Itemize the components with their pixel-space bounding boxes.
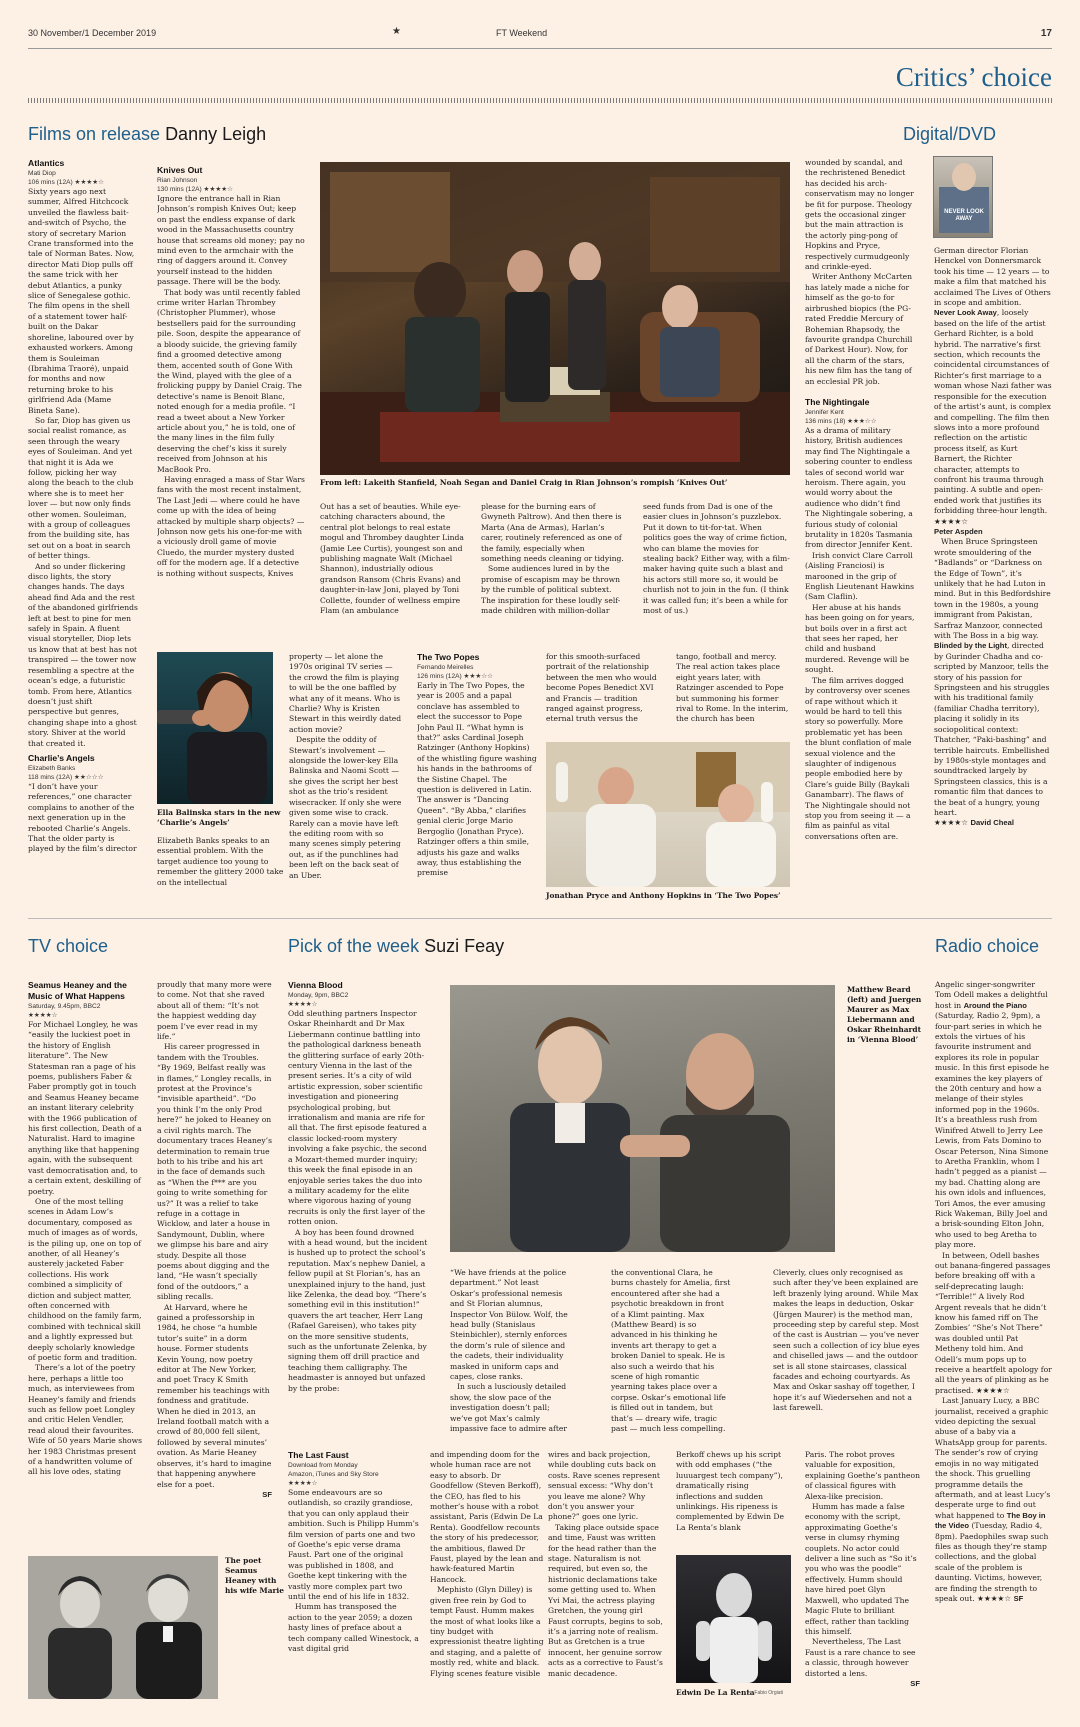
review-para: Berkoff chews up his script with odd emphases (“the luuuargest tech company”), dramatically rising inflections and sudden unlinkings. His ripeness is complemented by Edwin De La Renta’s blank bbox=[676, 1450, 784, 1532]
review-para: His career progressed in tandem with the Troubles. “By 1969, Belfast really was in flames,” Longley recalls, in protest at the Province’s “invisible apartheid”. “Do you think I’m the only Prod here?” he joked to Heaney on a civil rights march. The documentary traces Heaney’s determination to remain true both to his tribe and his art in the face of demands such as “When the f*** are you going to write something for us?” It was a relief to take refuge in a cottage in Wicklow, and later a house in Sandymount, Dublin, where we glimpse his bare and airy study. Despite all those poems about digging and the land, “He wasn’t specially fond of the outdoors,” a sibling recalls. bbox=[157, 1042, 272, 1302]
review-para: Some endeavours are so outlandish, so crazily grandiose, that you can only applaud their ambition. Such is Philipp Humm’s film version of parts one and two of Goethe’s epic verse drama Faust. Part one of the original was published in 1808, and Goethe kept tinkering with the vastly more complex part two until the end of his life in 1832. bbox=[288, 1488, 419, 1602]
dvd-cover-illustration bbox=[934, 157, 993, 238]
review-para: property — let alone the 1970s original TV series — the crowd the film is playing to will be the one baffled by what any of it means. Who is Charlie? Why is Kristen Stewart in this weirdly dated action movie? bbox=[289, 652, 402, 734]
vienna-blood-illustration bbox=[450, 985, 835, 1252]
review-para: tango, football and mercy. The real action takes place eight years later, with Ratzinger ascended to Pope but summoning his former rival to Rome. In the interim, the church has been bbox=[676, 652, 789, 724]
top-rule bbox=[28, 48, 1052, 49]
films-critic: Danny Leigh bbox=[165, 124, 267, 144]
knives-out-illustration bbox=[320, 162, 790, 475]
review-para: Irish convict Clare Carroll (Aisling Franciosi) is marooned in the grip of English Lieutenant Hawkins (Sam Claflin). bbox=[805, 550, 914, 602]
review-rating: ★★★★☆ bbox=[934, 818, 969, 828]
heaney-caption: The poet Seamus Heaney with his wife Marie bbox=[225, 1556, 284, 1595]
review-para: German director Florian Henckel von Donnersmarck took his time — 12 years — to make a film that matched his acclaimed The Lives of Others in scope and ambition. bbox=[934, 246, 1051, 308]
edwin-caption: Edwin De La Renta bbox=[676, 1688, 755, 1697]
review-signature: SF bbox=[262, 1489, 272, 1499]
review-para: A boy has been found drowned with a head wound, but the incident is hushed up to protect the school’s reputation. Max’s nephew Daniel, a fellow pupil at St Florian’s, has an unexplained injury to the hand, just like Zelenka, the dead boy. “There’s something evil in this institution!” quavers the art teacher, Herr Lang (Rafael Gareisen), who takes pity on the more sensitive students, such as the unfortunate Zelenka, by signing them off drill practice and teaching them calligraphy. The headmaster is annoyed but unfazed by the probe: bbox=[288, 1227, 428, 1393]
knives-out-cont-3 bbox=[643, 502, 790, 627]
knives-out-caption: From left: Lakeith Stanfield, Noah Segan and Daniel Craig in Rian Johnson’s rompish ‘Knives Out’ bbox=[320, 478, 728, 487]
films-heading-label: Films on release bbox=[28, 124, 161, 144]
review-title-inline: The Boy in the Video bbox=[935, 1510, 1046, 1531]
radio-column bbox=[935, 980, 1052, 1702]
review-para: Ignore the entrance hall in Rian Johnson’s rompish Knives Out; keep on past the endless expanse of dark wood in the Massachusetts country house that screams old money; pay no mind even to the armchair with the ring of daggers around it. Convey yourself instead to the hidden passage. There will be the body. bbox=[157, 194, 305, 287]
two-popes-illustration bbox=[546, 742, 790, 887]
review-title: Knives Out bbox=[157, 165, 203, 175]
review-para: That body was until recently fabled crime writer Harlan Thrombey (Christopher Plummer), whose bestsellers paid for the surrounding pile. Soon, despite the appearance of a bloody suicide, the grieving family find a groomed detective among them, accented south of Gone With the Wind, played with the glee of a frolicking puppy by Daniel Craig. The detective’s name is Benoit Blanc, noted enough for a media profile. “I read a tweet about a New Yorker article about you,” he is told, one of the many lines in the film fully deserving the chef’s kiss it surely received from Johnson at his MacBook Pro. bbox=[157, 287, 302, 474]
tv-heading: TV choice bbox=[28, 936, 109, 956]
two-popes-cont-2 bbox=[676, 652, 790, 727]
review-title: Charlie’s Angels bbox=[28, 752, 95, 763]
review-availability: Download from Monday bbox=[288, 1462, 358, 1469]
heaney-illustration bbox=[28, 1556, 218, 1699]
review-para: “I don’t have your references,” one character complains to another of the next generation up in the rebooted Charlie’s Angels. That the older party is played by the film’s director bbox=[28, 781, 137, 854]
review-title-inline: Never Look Away bbox=[934, 308, 997, 318]
two-popes-caption: Jonathan Pryce and Anthony Hopkins in ‘The Two Popes’ bbox=[546, 891, 781, 900]
review-para-text: , directed by Gurinder Chadha and co-scripted by Manzoor, tells the story of his passion for Springsteen and his struggles with his traditional family (familiar Chadha territory), placing it solidly in its sociopolitical context: Thatcher, “Paki-bashing” and terrible haircuts. Embellished by 1980s-style montages and soundtracked largely by Springsteen classics, this is a romantic film that dances to the beat of a hungry, young heart. bbox=[934, 641, 1050, 817]
review-para: Despite the oddity of Stewart’s involvement — alongside the lower-key Ella Balinska and Naomi Scott — she gives the script her best shot as the trio’s resident wisecracker. If only she were given some wise to crack. Rarely can a movie have left the editing room with so many scenes simply petering out, as if the punchlines had been left on the back seat of an Uber. bbox=[289, 735, 402, 880]
review-director: Mati Diop bbox=[28, 170, 56, 177]
review-para-text: , loosely based on the life of the artist Gerhard Richter, is a bold hybrid. The narrative’s first section, which recounts the coincidental circumstances of Richter’s first marriage to a woman whose Nazi father was responsible for the execution of the artist’s aunt, is complex and compelling. The film then slows into a more profound reflection on the artistic process itself, as Kurt Barnert, the Richter character, attempts to confront his trauma through painting. A subtle and open-ended work that justifies its forbidding three-hour length. ★★★★☆ bbox=[934, 308, 1052, 526]
review-para: please for the burning ears of Gwyneth Paltrow). And then there is Marta (Ana de Armas), Harlan’s carer, routinely referenced as one of the family, especially when something needs cleaning or tidying. bbox=[481, 502, 624, 564]
review-rating: 106 mins (12A) ★★★★☆ bbox=[28, 179, 105, 186]
mid-rule bbox=[28, 918, 1052, 919]
last-faust-cont-2 bbox=[548, 1450, 666, 1702]
pick-critic: Suzi Feay bbox=[424, 936, 505, 956]
review-director: Fernando Meirelles bbox=[417, 664, 474, 671]
folio-date: 30 November/1 December 2019 bbox=[28, 28, 157, 38]
review-para: In such a lusciously detailed show, the slow pace of the investigation doesn’t pall; we’ve got Max’s calmly impassive face to admire after bbox=[450, 1382, 568, 1434]
review-broadcast: Monday, 9pm, BBC2 bbox=[288, 992, 349, 999]
review-para: for this smooth-surfaced portrait of the relationship between the men who would become Popes Benedict XVI and Francis — tradition ranged against progress, eternal truth versus the bbox=[546, 652, 657, 724]
review-para: And so under flickering disco lights, the story changes hands. The days ahead find Ada and the rest of the abandoned girlfriends left at best to pine for men safely in Spain. A fluent visual storyteller, Diop lets us know that at best has not transpired — the tower now resembling a spectre at the ocean’s edge, a futuristic tomb. From here, Atlantics doesn’t just shift perspective but genres, changing shape into a ghost story. Shiver at the world that created it. bbox=[28, 561, 138, 748]
heaney-review bbox=[28, 980, 143, 1540]
review-signature: SF bbox=[910, 1678, 920, 1688]
review-para-text: (Saturday, Radio 2, 9pm), a four-part series in which he extols the virtues of his favourite instrument and explores its role in popular music. In this first episode he examines the key players of the 20th century and how a melange of their styles informed pop in the 1960s. It’s a breathless rush from Winifred Atwell to Jerry Lee Lewis, from Fats Domino to Oscar Peterson, Nina Simone to Aretha Franklin, whom I hadn’t pegged as a pianist — my bad. Chatting along are his own idols and influences, Tori Amos, the ever amusing Rick Wakeman, Billy Joel and a brisk-sounding Elton John, who used to beg Aretha to play more. bbox=[935, 1011, 1049, 1250]
review-rating: ★★★★☆ bbox=[288, 1480, 318, 1487]
review-rating: 136 mins (18) ★★★☆☆ bbox=[805, 417, 877, 425]
review-rating: ★★★★☆ bbox=[28, 1012, 58, 1019]
knives-out-photo bbox=[320, 162, 790, 475]
charlies-angels-cont-1 bbox=[157, 836, 287, 906]
review-title: Seamus Heaney and the Music of What Happens bbox=[28, 980, 127, 1001]
review-rating: 130 mins (12A) ★★★★☆ bbox=[157, 186, 234, 193]
heaney-review-cont bbox=[157, 980, 272, 1540]
review-para-text: Angelic singer-songwriter Tom Odell makes a delightful host in bbox=[935, 980, 1048, 1010]
review-para: wounded by scandal, and the rechristened Benedict has decided his arch-conservatism may no longer be fit for purpose. Theology gets the occasional zinger but the main attraction is the actorly ping-pong of Hopkins and Pryce, respectively curmudgeonly and crinkle-eyed. bbox=[805, 158, 914, 272]
review-para-text: Last January Lucy, a BBC journalist, received a graphic video depicting the sexual abuse of a baby via a WhatsApp group for parents. The sender’s row of crying emojis in no way mitigated the shock. This gruelling programme details the aftermath, and at least Lucy’s desperate urge to find out what happened to bbox=[935, 1396, 1051, 1520]
review-broadcast: Saturday, 9.45pm, BBC2 bbox=[28, 1003, 101, 1010]
review-signature: SF bbox=[1013, 1593, 1024, 1603]
never-look-away-dvd-cover bbox=[933, 156, 993, 238]
review-rating: 126 mins (12A) ★★★☆☆ bbox=[417, 673, 494, 680]
vienna-blood-review bbox=[288, 980, 428, 1400]
review-platforms: Amazon, iTunes and Sky Store bbox=[288, 1471, 379, 1478]
review-para: The film arrives dogged by controversy over scenes of rape without which it would be hard to tell this story so powerfully. More problematic yet has been the blunt conflation of male sexual violence and the slaughter of indigenous people embodied here by Clare’s guide Billy (Baykali Ganambarr). The flaws of The Nightingale should not stop you from seeing it — a film as painful as vital conversations often are. bbox=[805, 675, 912, 841]
review-para: Humm has transposed the action to the year 2059; a dozen hasty lines of preface about a tech company called Winestock, a vast digital grid bbox=[288, 1602, 419, 1654]
review-para: Mephisto (Glyn Dilley) is given free rein by God to tempt Faust. Humm makes the most of what looks like a tiny budget with expressionist theatre lighting and staging, and a palette of mostly red, white and black. Flying scenes feature visible bbox=[430, 1585, 544, 1678]
last-faust-cont-3 bbox=[676, 1450, 791, 1536]
review-para: Elizabeth Banks speaks to an essential problem. With the target audience too young to remember the glittery 2000 take on the intellectual bbox=[157, 836, 284, 887]
films-heading bbox=[28, 124, 266, 145]
section-title: Critics’ choice bbox=[895, 62, 1052, 92]
review-para: Sixty years ago next summer, Alfred Hitchcock unveiled the flawless bait-and-switch of Psycho, the story of secretary Marion Crane transformed into the tale of Norman Bates. Now, director Mati Diop pulls off the same trick with her debut Atlantics, a punky slice of Senegalese gothic. The film opens in the shell of a statement tower half-built on the Dakar shoreline, laboured over by exhausted workers. Among them is Souleiman (Ibrahima Traoré), unpaid for months and now returning broke to his girlfriend Ada (Mame Bineta Sane). bbox=[28, 187, 135, 415]
review-para: Early in The Two Popes, the year is 2005 and a papal conclave has assembled to elect the successor to Pope John Paul II. “What hymn is that?” asks Cardinal Joseph Ratzinger (Anthony Hopkins) of the whistling figure washing his hands in the bathrooms of the Sistine Chapel. The question is delivered in Latin. The answer is “Dancing Queen”. “By Abba,” clarifies genial cleric Jorge Mario Bergoglio (Jonathan Pryce). Ratzinger offers a thin smile, adjusts his gaze and walks away, thus establishing the premise bbox=[417, 681, 537, 878]
review-para: Having enraged a mass of Star Wars fans with the most recent instalment, The Last Jedi — where could he have come up with the idea of being attacked by multiple sharp objects? — Johnson now gets his one-for-me with a viciously droll game of movie Cluedo, the murder mystery dusted off for the modern age. If a detective is nothing without suspects, Knives bbox=[157, 474, 305, 578]
review-para: Her abuse at his hands has been going on for years, but boils over in a first act that sees her raped, her child and husband murdered. Revenge will be sought. bbox=[805, 602, 915, 675]
review-para: and impending doom for the whole human race are not easy to absorb. Dr Goodfellow (Steven Berkoff), the CEO, has fled to his mother’s house with a robot assistant, Paris (Edwin De La Renta). Goodfellow recounts the story of his predecessor, the ambitious, flawed Dr Faust, played by the lean and hawk-featured Martin Hancock. bbox=[430, 1450, 544, 1584]
review-para: As a drama of military history, British audiences may find The Nightingale a sobering counter to endless tales of second world war heroism. There again, you would worry about the audience who didn’t find The Nightingale sobering, a furious study of colonial brutality in 1820s Tasmania from director Jennifer Kent. bbox=[805, 425, 913, 550]
review-para: At Harvard, where he gained a professorship in 1984, he chose “a humble tutor’s suite” in a dorm house. Former students Kevin Young, now poetry editor at The New Yorker, and poet Tracy K Smith remember his teachings with fondness and gratitude. When he died in 2013, an Ireland football match with a crowd of 80,000 fell silent, followed by several minutes’ ovation. As Marie Heaney observes, it’s hard to imagine that happening anywhere else for a poet. bbox=[157, 1302, 272, 1489]
review-para: Taking place outside space and time, Faust was written for the head rather than the stage. Naturalism is not required, but even so, the histrionic declamations take some getting used to. When Yvi Mai, the actress playing Gretchen, the young girl Faust corrupts, begins to sob, it’s a jarring note of realism. But as Gretchen is a true innocent, her genuine sorrow acts as a corrective to Faust’s manic decadence. bbox=[548, 1522, 663, 1678]
review-signature: David Cheal bbox=[970, 818, 1014, 828]
review-para: In between, Odell bashes out banana-fingered passages before breaking off with a self-deprecating laugh: “Terrible!” A lively Rod Argent reveals that he didn’t know his famed riff on The Zombies’ “She’s Not There” was doubled until Pat Metheny told him. And Odell’s mum pops up to receive a heartfelt apology for all the years of plinking as he practised. ★★★★☆ bbox=[935, 1250, 1052, 1395]
dvd-cover-title: NEVER LOOK AWAY bbox=[944, 209, 984, 222]
review-title: The Nightingale bbox=[805, 396, 870, 407]
pick-heading-label: Pick of the week bbox=[288, 936, 420, 956]
review-para: There’s a lot of the poetry here, perhaps a little too much, as interviewees from Heaney’s family and friends such as fellow poet Longley and critic Helen Vendler, read aloud their favourites. Wife of 50 years Marie shows her 1983 Christmas present of a handwritten volume of all his love odes, stating bbox=[28, 1363, 142, 1477]
edwin-de-la-renta-photo bbox=[676, 1555, 791, 1683]
review-para: Writer Anthony McCarten has lately made a niche for himself as the go-to for airbrushed biopics (the PG-rated Freddie Mercury of Bohemian Rhapsody, the favourite grandpa Churchill of Darkest Hour). Now, for all the charm of the stars, his new film has the tang of an ecclesial PR job. bbox=[805, 272, 913, 386]
review-title: Atlantics bbox=[28, 158, 65, 168]
knives-out-cont-1 bbox=[320, 502, 465, 627]
review-rating: ★★★★☆ bbox=[288, 1001, 318, 1008]
review-director: Jennifer Kent bbox=[805, 408, 844, 416]
heaney-photo bbox=[28, 1556, 218, 1699]
review-title: The Two Popes bbox=[417, 652, 480, 662]
ella-balinska-photo bbox=[157, 652, 273, 804]
review-para: When Bruce Springsteen wrote smouldering of the “Badlands” or “Darkness on the Edge of Town”, it’s unlikely that he had Luton in mind. But in this Bedfordshire town in the 1980s, a young immigrant from Pakistan, Sarfraz Manzoor, connected with The Boss in a big way. bbox=[934, 537, 1051, 641]
section-dotted-rule bbox=[28, 98, 1052, 103]
review-para: seed funds from Dad is one of the easier clues in Johnson’s puzzlebox. Put it down to tit-for-tat. When politics goes the way of crime fiction, who can blame the movies for stealing back? Either way, with a film-maker having quite such a blast and his actors still more so, it would be churlish not to join in the fun. (I think it was called fun; it’s been a while for most of us.) bbox=[643, 502, 790, 616]
review-para: proudly that many more were to come. Not that she raved about all of them: “It’s not the happiest wedding day poem I’ve ever read in my life.” bbox=[157, 980, 272, 1042]
review-title-inline: Blinded by the Light bbox=[934, 641, 1007, 651]
review-director: Rian Johnson bbox=[157, 177, 198, 184]
two-popes-review bbox=[417, 652, 537, 906]
knives-out-cont-2 bbox=[481, 502, 626, 627]
review-para: Paris. The robot proves valuable for exposition, explaining Goethe’s pantheon of classical figures with Alexa-like precision. bbox=[805, 1450, 920, 1501]
folio-paper: FT Weekend bbox=[496, 28, 548, 38]
vienna-blood-photo bbox=[450, 985, 835, 1252]
review-para: Some audiences lured in by the promise of escapism may be thrown by the rumble of political subtext. The inspiration for these loudly self-made children with million-dollar bbox=[481, 564, 621, 616]
review-para: One of the most telling scenes in Adam Low’s documentary, composed as much of images as of words, is the piling up, one on top of another, of all Heaney’s austerely jacketed Faber collections. His work combined a simplicity of diction and subject matter, often concerned with childhood on the family farm, combined with technical skill and a lightly expressed but deeply scholarly knowledge of poetic form and tradition. bbox=[28, 1196, 142, 1362]
ella-caption: Ella Balinska stars in the new ‘Charlie’s Angels’ bbox=[157, 808, 281, 827]
charlies-angels-cont-2 bbox=[289, 652, 402, 906]
review-para: Cleverly, clues only recognised as such after they’ve been explained are left brazenly lying around. While Max makes the leaps in deduction, Oskar (Jürgen Maurer) is the method man, proceeding step by careful step. Most of the cast is Austrian — you’ve never seen such a collection of icy blue eyes and chiselled jaws — and the outdoor set is all stone staircases, classical facades and echoing courtyards. As Max and Oskar sashay off together, I hope it’s auf Wiedersehen and not a last farewell. bbox=[773, 1268, 920, 1413]
radio-heading: Radio choice bbox=[935, 936, 1040, 956]
vienna-blood-cont-2 bbox=[611, 1268, 731, 1434]
last-faust-cont-4 bbox=[805, 1450, 920, 1702]
two-popes-photo bbox=[546, 742, 790, 887]
ella-balinska-illustration bbox=[157, 652, 273, 804]
review-para: Out has a set of beauties. While eye-catching characters abound, the central plot belongs to real estate mogul and Thrombey daughter Linda (Jamie Lee Curtis), youngest son and publishing magnate Walt (Michael Shannon), industrially odious grandson Ransom (Chris Evans) and daughter-in-law Joni, played by Toni Collette, founder of wellness empire Flam (an ambulance bbox=[320, 502, 464, 616]
folio-star-icon: ★ bbox=[392, 26, 401, 37]
review-para: So far, Diop has given us social realist romance, as seen through the weary eyes of Souleiman. And yet that night it is Ada we follow, picking her way along the beach to the club where she is to meet her lover — but now only finds other women. Souleiman, with a group of colleagues from the building site, has set out on a boat in search of better things. bbox=[28, 415, 134, 561]
two-popes-cont-1 bbox=[546, 652, 666, 727]
photo-credit: — Fabio Orgiati bbox=[748, 1690, 784, 1696]
review-title: The Last Faust bbox=[288, 1450, 349, 1460]
review-rating: 118 mins (12A) ★★☆☆☆ bbox=[28, 773, 104, 781]
review-para: wires and back projection, while doubling cuts back on costs. Rave scenes represent sensual excess: “Why don’t you leave me alone? Why don’t you answer your phone?” goes one lyric. bbox=[548, 1450, 660, 1522]
review-para: the conventional Clara, he burns chastely for Amelia, first encountered after she had a psychotic breakdown in front of a Klimt painting. Max (Matthew Beard) is so advanced in his thinking he invents art therapy to get a broken Daniel to speak. He is also such a weirdo that his scene of high romantic yearning takes place over a corpse. Oskar’s emotional life is filled out in tandem, but that’s — dreary wife, tragic past — much less compelling. bbox=[611, 1268, 731, 1434]
review-para: “We have friends at the police department.” Not least Oskar’s professional nemesis and St Florian alumnus, Inspector Von Bülow. Wolf, the head bully (Stanislaus Steinbichler), sternly enforces the dorm’s rule of silence and the cadets, their individuality masked in uniform caps and capes, close ranks. bbox=[450, 1268, 568, 1382]
review-para: Odd sleuthing partners Inspector Oskar Rheinhardt and Dr Max Liebermann continue battling into the pathological darkness beneath the glittering surface of early 20th-century Vienna in the last of the present series. It’s a city of wild artistic expression, sober scientific investigation and pioneering psychological probing, but irrationalism and mania are rife for all that. The first episode featured a classic locked-room mystery involving a fake psychic, the second a Mozart-themed murder inquiry; this week the final episode in an enjoyable series takes the duo into a military academy for the elite where vigorous hazing of young recruits is only the first layer of the rotten onion. bbox=[288, 1009, 427, 1227]
folio-page-number: 17 bbox=[1040, 28, 1052, 39]
review-para: For Michael Longley, he was “easily the luckiest poet in the history of English literature”. The New Statesman ran a page of his poems, publishers Faber & Faber promptly got in touch and Seamus Heaney became an instant literary celebrity with the 1966 publication of his first collection, Death of a Naturalist. Hard to imagine anything like that happening again, with the subsequent vast democratisation and, to a certain extent, deskilling of poetry. bbox=[28, 1020, 142, 1196]
vienna-blood-cont-3 bbox=[773, 1268, 920, 1434]
review-title: Vienna Blood bbox=[288, 980, 343, 990]
review-signature: Peter Aspden bbox=[934, 526, 983, 536]
last-faust-cont-1 bbox=[430, 1450, 545, 1702]
vienna-blood-cont-1 bbox=[450, 1268, 570, 1434]
digital-heading: Digital/DVD bbox=[903, 124, 997, 144]
digital-dvd-column bbox=[934, 246, 1052, 906]
review-title-inline: Around the Piano bbox=[963, 1000, 1027, 1010]
knives-out-review bbox=[157, 165, 305, 627]
two-popes-nightingale-column bbox=[805, 158, 915, 906]
review-para: Humm has made a false economy with the script, approximating Goethe’s verse in clumsy rhyming couplets. No actor could deliver a line such as “So it’s you who was the poodle” effectively. Humm should have hired poet Glyn Maxwell, who updated The Magic Flute to brilliant effect, rather than tackling this himself. bbox=[805, 1502, 917, 1636]
review-para-text: (Tuesday, Radio 4, 8pm). Paedophiles swap such files as though they’re stamp collections, and the global scale of the problem is daunting. Victims, however, are finding the strength to speak out. ★★★★☆ bbox=[935, 1521, 1049, 1603]
atlantics-review bbox=[28, 158, 138, 904]
edwin-de-la-renta-illustration bbox=[676, 1555, 791, 1683]
pick-heading bbox=[288, 936, 504, 957]
page-folio bbox=[28, 28, 1052, 42]
last-faust-review bbox=[288, 1450, 420, 1702]
review-director: Elizabeth Banks bbox=[28, 764, 76, 772]
review-para: Nevertheless, The Last Faust is a rare chance to see a classic, through however distorted a lens. bbox=[805, 1637, 916, 1678]
vienna-blood-caption: Matthew Beard (left) and Juergen Maurer as Max Liebermann and Oskar Rheinhardt in ‘Vienna Blood’ bbox=[847, 985, 922, 1044]
